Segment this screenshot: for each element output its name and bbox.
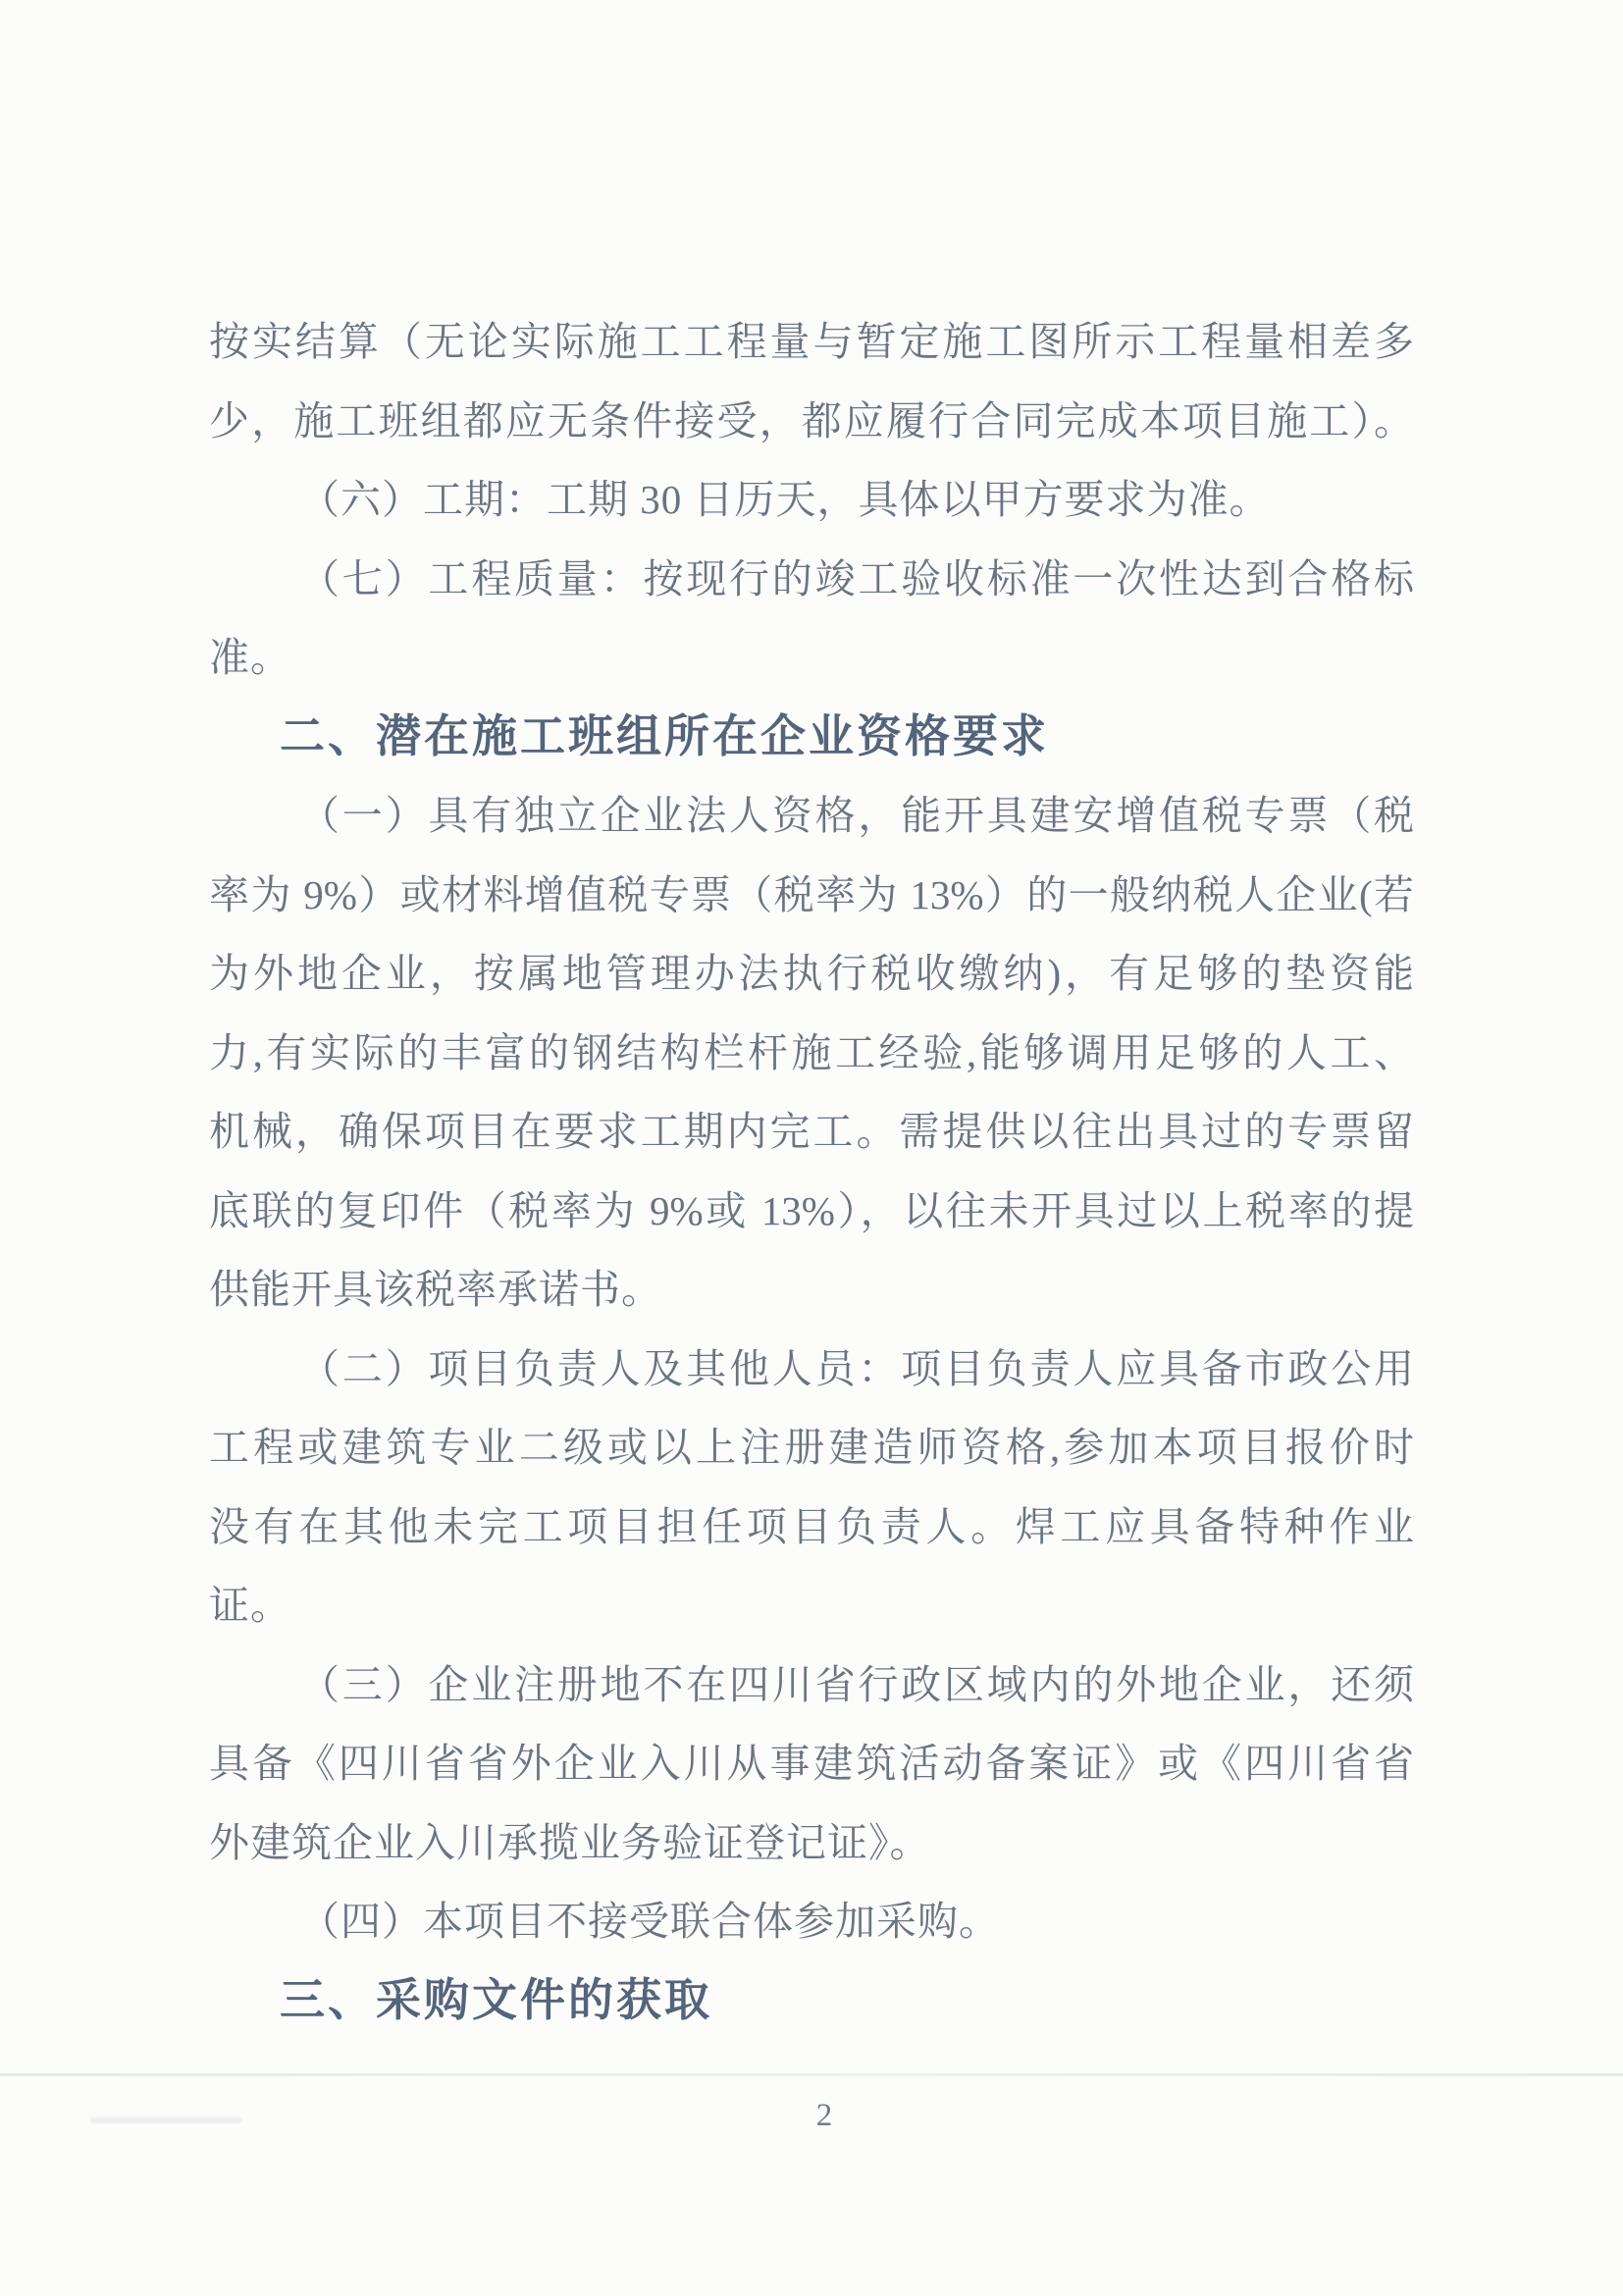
text-line: 证。 [209, 1583, 291, 1628]
page-number: 2 [815, 2098, 833, 2133]
text-line: （一）具有独立企业法人资格，能开具建安增值税专票（税 [299, 793, 1414, 838]
text-line: 按实结算（无论实际施工工程量与暂定施工图所示工程量相差多 [209, 319, 1414, 364]
text-line: 准。 [209, 635, 291, 680]
text-line: 外建筑企业入川承揽业务验证登记证》。 [209, 1819, 931, 1865]
text-line: 率为 9%）或材料增值税专票（税率为 13%）的一般纳税人企业(若 [209, 871, 1414, 917]
text-line: （七）工程质量：按现行的竣工验收标准一次性达到合格标 [299, 555, 1414, 601]
text-line: （四）本项目不接受联合体参加采购。 [299, 1899, 1000, 1944]
section-heading: 三、采购文件的获取 [280, 1974, 712, 2025]
text-line: 工程或建筑专业二级或以上注册建造师资格,参加本项目报价时 [209, 1425, 1414, 1470]
text-line: （二）项目负责人及其他人员：项目负责人应具备市政公用 [299, 1345, 1414, 1391]
text-line: 力,有实际的丰富的钢结构栏杆施工经验,能够调用足够的人工、 [209, 1029, 1414, 1075]
text-line: 机械，确保项目在要求工期内完工。需提供以往出具过的专票留 [209, 1109, 1414, 1154]
document-body [209, 302, 1414, 2040]
text-line: （三）企业注册地不在四川省行政区域内的外地企业，还须 [299, 1661, 1414, 1707]
text-line: 为外地企业，按属地管理办法执行税收缴纳)，有足够的垫资能 [209, 951, 1414, 996]
text-line: 少，施工班组都应无条件接受，都应履行合同完成本项目施工）。 [209, 397, 1414, 444]
text-line: 没有在其他未完工项目担任项目负责人。焊工应具备特种作业 [209, 1503, 1414, 1549]
text-line: 供能开具该税率承诺书。 [209, 1267, 662, 1312]
footer-divider [0, 2073, 1623, 2076]
text-line: 底联的复印件（税率为 9%或 13%），以往未开具过以上税率的提 [209, 1187, 1414, 1233]
section-heading: 二、潜在施工班组所在企业资格要求 [280, 710, 1049, 761]
text-line: （六）工期：工期 30 日历天，具体以甲方要求为准。 [299, 477, 1271, 522]
text-line: 具备《四川省省外企业入川从事建筑活动备案证》或《四川省省 [209, 1741, 1414, 1786]
